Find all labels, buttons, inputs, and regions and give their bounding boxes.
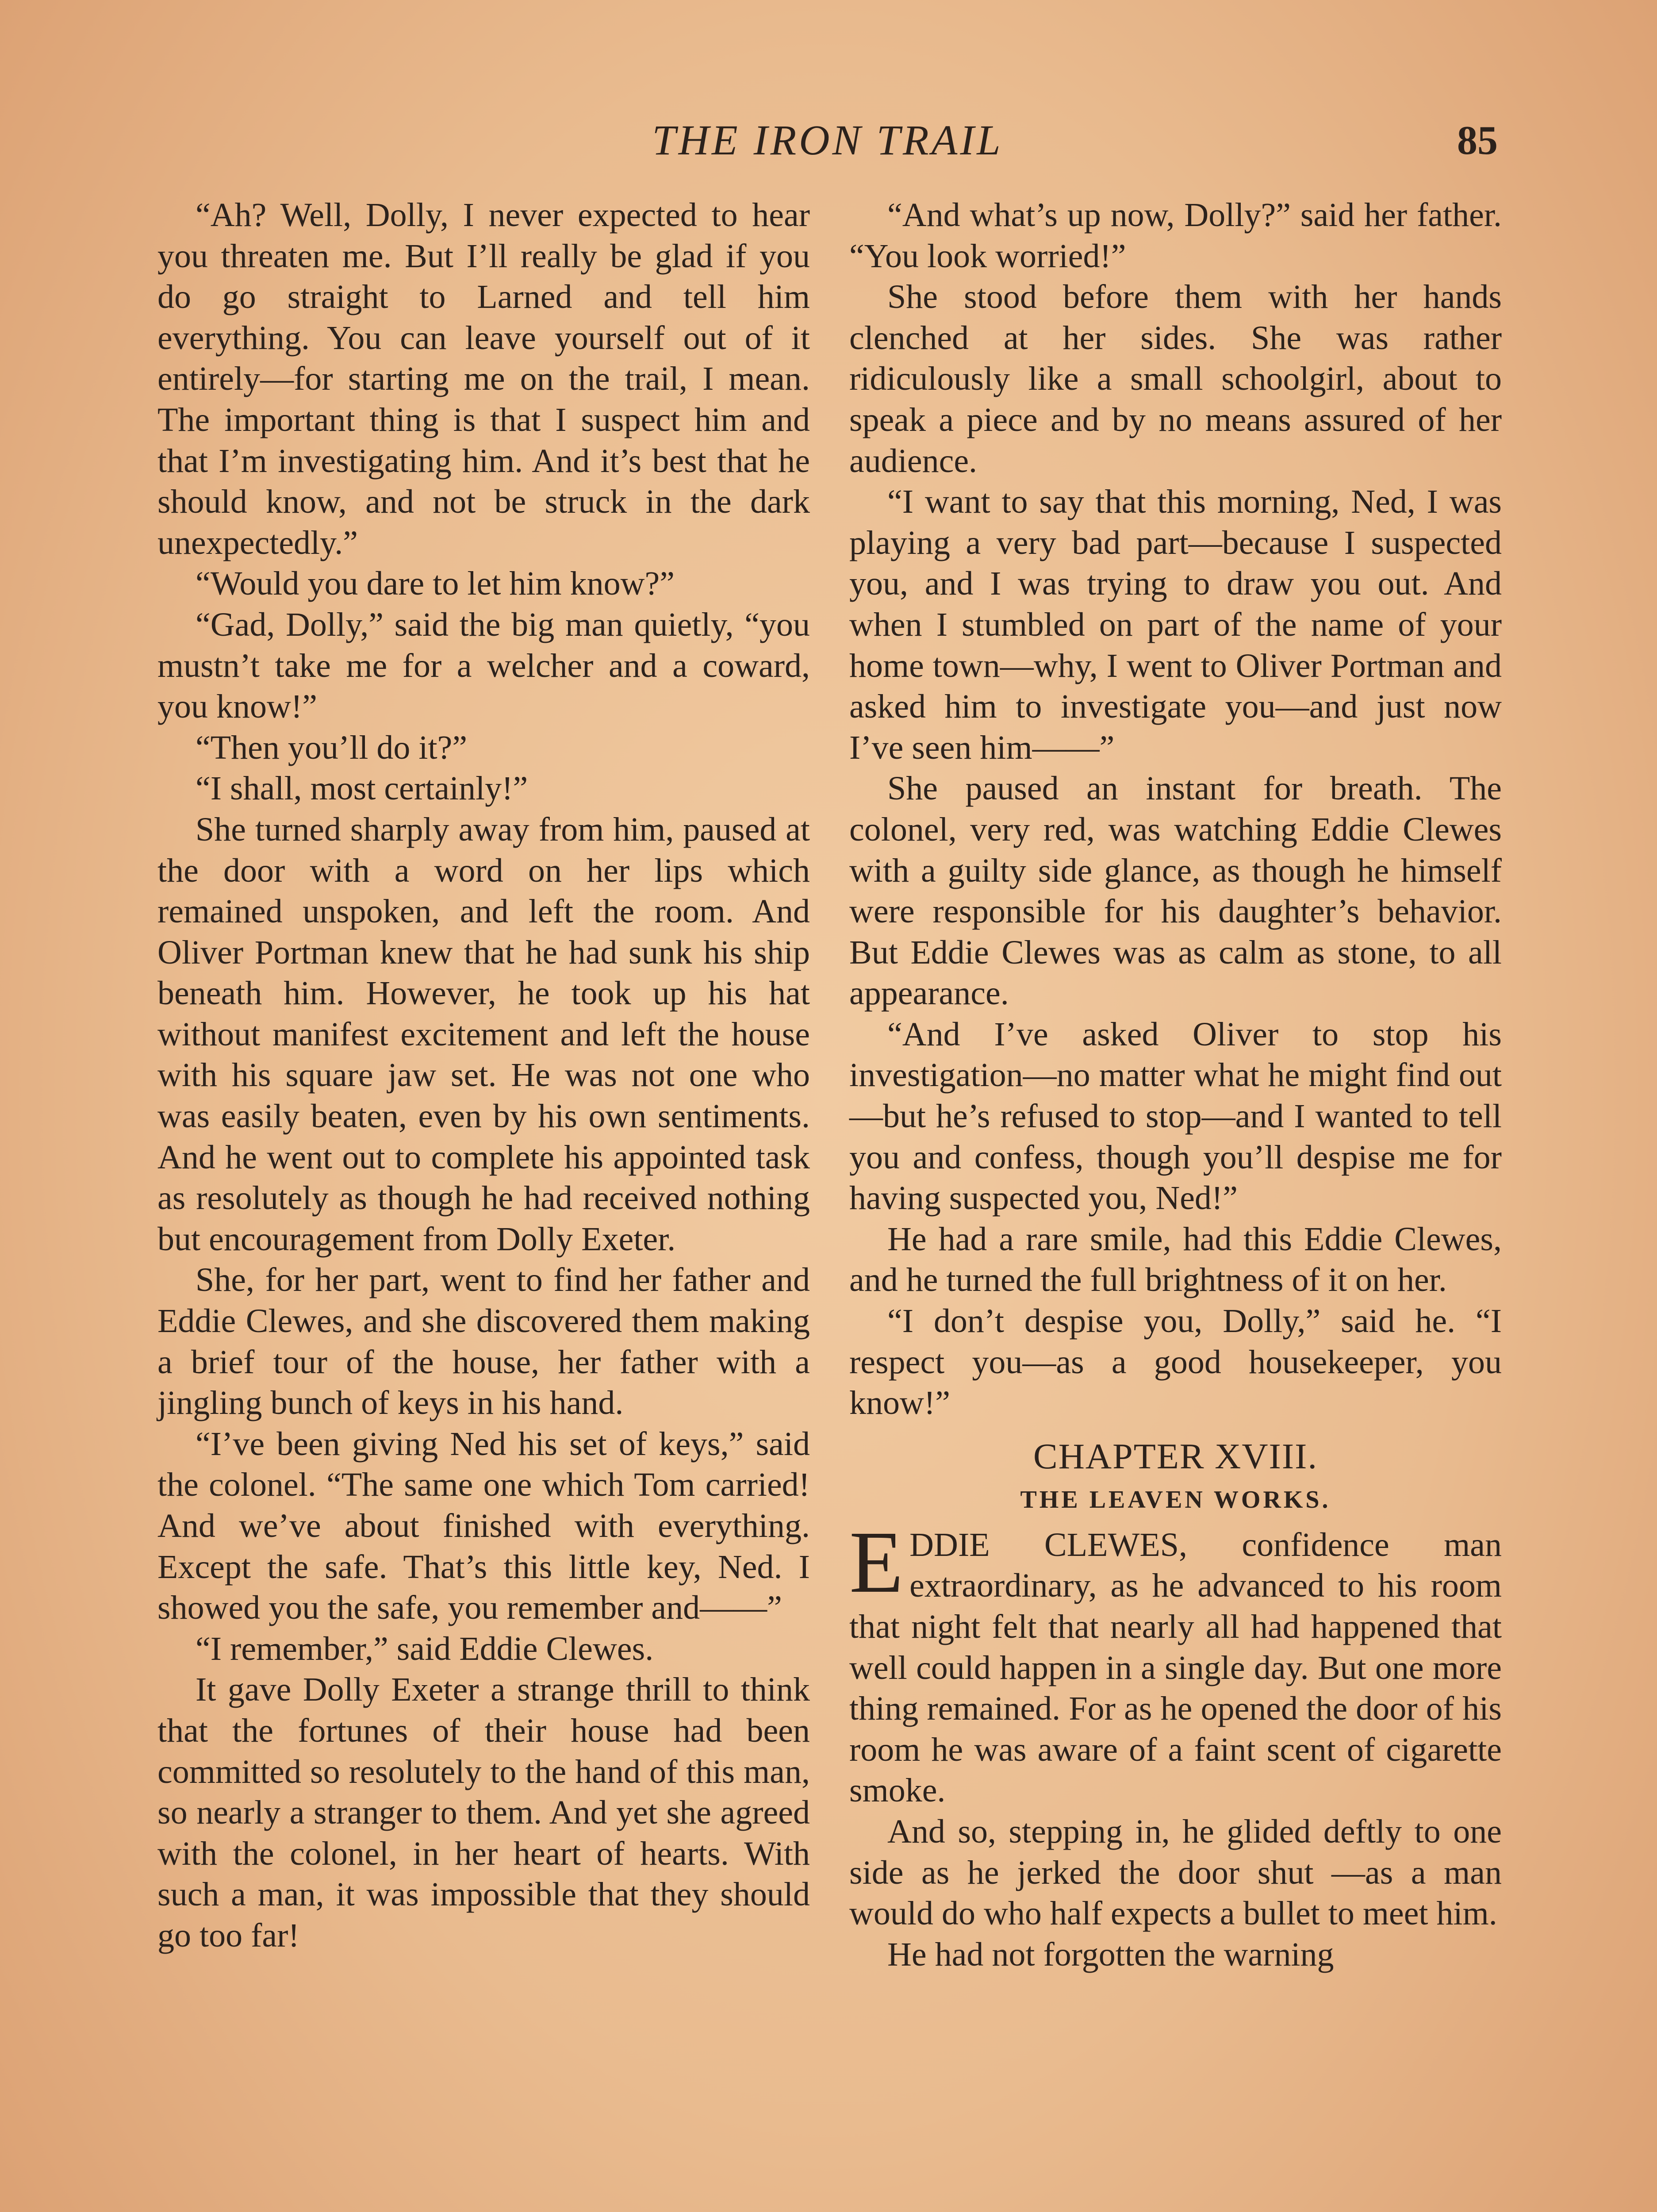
- paragraph: She paused an instant for breath. The colonel, very red, was watching Eddie Clewes with a guilty side glance, as though he himself were responsible for his daughter’s behavior. But Eddie Clewes was as calm as stone, to all appearance.: [849, 770, 1502, 1012]
- paragraph: “I remember,” said Eddie Clewes.: [196, 1630, 654, 1667]
- paragraph: He had a rare smile, had this Eddie Clewes, and he turned the full brightness of it on her.: [849, 1220, 1502, 1299]
- left-column: [157, 195, 810, 1956]
- paragraph: “And I’ve asked Oliver to stop his investigation—no matter what he might find out—but he’s refused to stop—and I wanted to tell you and confess, though you’ll despise me for having suspected you, Ned!”: [849, 1015, 1502, 1217]
- chapter-header: [849, 1434, 1502, 1521]
- chapter-subtitle: THE LEAVEN WORKS.: [1020, 1486, 1331, 1513]
- chapter-heading: CHAPTER XVIII.: [1033, 1436, 1318, 1476]
- running-header: [157, 116, 1498, 165]
- paragraph: “I don’t despise you, Dolly,” said he. “I respect you—as a good housekeeper, you know!”: [849, 1302, 1502, 1422]
- paragraph: “I shall, most certainly!”: [196, 770, 528, 807]
- paragraph: She, for her part, went to find her father and Eddie Clewes, and she discovered them making a brief tour of the house, her father with a jingling bunch of keys in his hand.: [157, 1261, 810, 1422]
- running-title: THE IRON TRAIL: [652, 116, 1003, 164]
- paragraph: She stood before them with her hands clenched at her sides. She was rather ridiculously like a small schoolgirl, about to speak a piece and by no means assured of her audience.: [849, 278, 1502, 480]
- paragraph: “I want to say that this morning, Ned, I was playing a very bad part—because I suspected you, and I was trying to draw you out. And when I stumbled on part of the name of your home town—why, I went to Oliver Portman and asked him to investigate you—and just now I’ve seen him——”: [849, 483, 1502, 766]
- paragraph: “I’ve been giving Ned his set of keys,” said the colonel. “The same one which Tom carried! And we’ve about finished with everything. Except the safe. That’s this little key, Ned. I showed you the safe, you remember and——”: [157, 1425, 810, 1627]
- page-number: 85: [1457, 118, 1498, 163]
- paragraph: She turned sharply away from him, paused at the door with a word on her lips which remained unspoken, and left the room. And Oliver Portman knew that he had sunk his ship beneath him. However, he took up his hat without manifest excitement and left the house with his square jaw set. He was not one who was easily beaten, even by his own sentiments. And he went out to complete his appointed task as resolutely as though he had received nothing but encouragement from Dolly Exeter.: [157, 810, 810, 1258]
- paragraph: “Ah? Well, Dolly, I never expected to hear you threaten me. But I’ll really be glad if you do go straight to Larned and tell him everything. You can leave yourself out of it entirely—for starting me on the trail, I mean. The important thing is that I suspect him and that I’m investigating him. And it’s best that he should know, and not be struck in the dark unexpectedly.”: [157, 196, 810, 561]
- right-column: [849, 195, 1502, 1975]
- paragraph: “Gad, Dolly,” said the big man quietly, “you mustn’t take me for a welcher and a coward, you know!”: [157, 606, 810, 726]
- paragraph: “And what’s up now, Dolly?” said her father. “You look worried!”: [849, 196, 1502, 275]
- opening-text: DDIE CLEWES, confidence man extraordinary, as he advanced to his room that night felt that nearly all had happened that well could happen in a single day. But one more thing remained. For as he opened the door of his room he was aware of a faint scent of cigarette smoke.: [849, 1526, 1502, 1809]
- paragraph: “Would you dare to let him know?”: [196, 565, 675, 603]
- paragraph: He had not forgotten the warning: [887, 1936, 1334, 1973]
- drop-cap: E: [849, 1513, 904, 1611]
- paragraph: It gave Dolly Exeter a strange thrill to think that the fortunes of their house had been committed so resolutely to the hand of this man, so nearly a stranger to them. And yet she agreed with the colonel, in her heart of hearts. With such a man, it was impossible that they should go too far!: [157, 1671, 810, 1954]
- chapter-opening-paragraph: [849, 1513, 1502, 1811]
- paragraph: And so, stepping in, he glided deftly to one side as he jerked the door shut —as a man would do who half expects a bullet to meet him.: [849, 1813, 1502, 1932]
- paragraph: “Then you’ll do it?”: [196, 729, 468, 766]
